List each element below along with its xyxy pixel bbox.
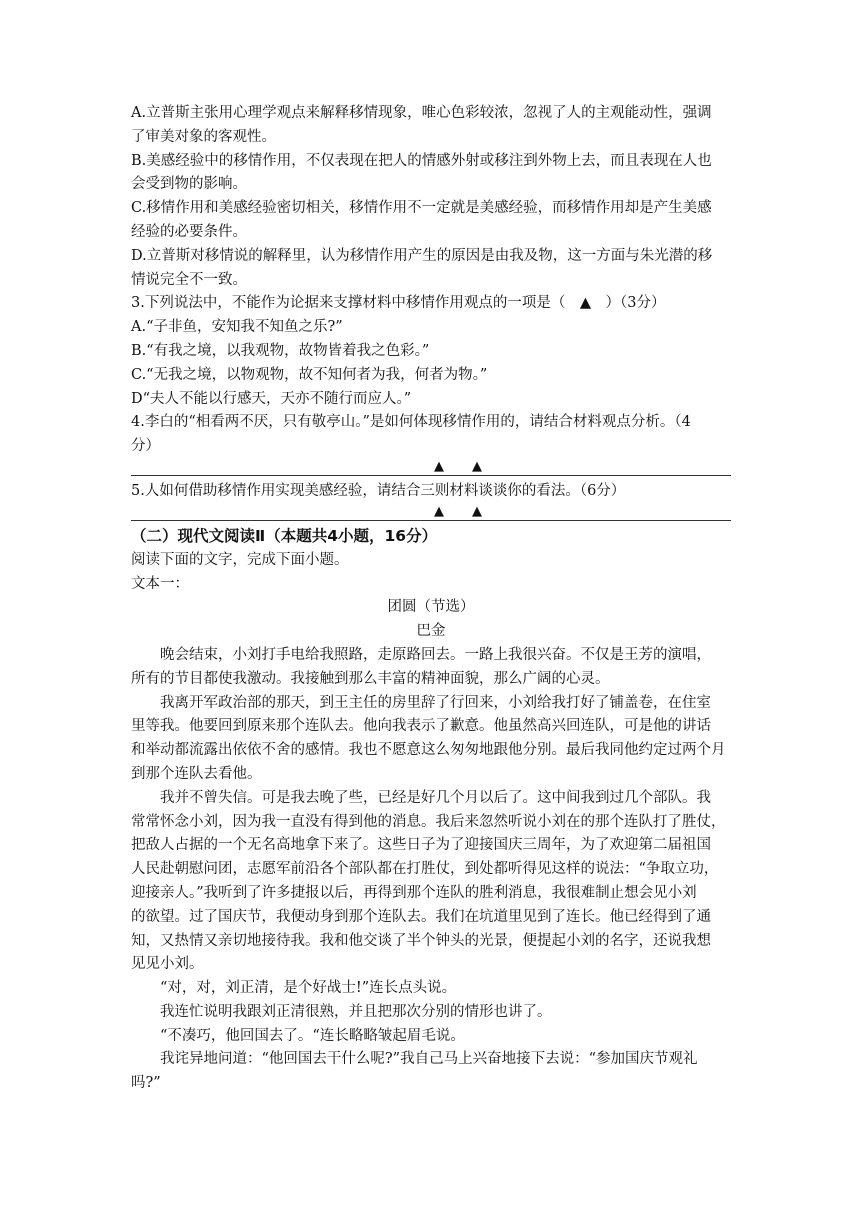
paragraph-5-line: 我连忙说明我跟刘正清很熟，并且把那次分别的情形也讲了。 <box>160 1003 552 1020</box>
option-d-line-1: D.立普斯对移情说的解释里，认为移情作用产生的原因是由我及物，这一方面与朱光潜的移 <box>131 247 713 264</box>
answer-line <box>131 520 731 521</box>
paragraph-3-line: 我并不曾失信。可是我去晚了些，已经是好几个月以后了。这中间我到过几个部队。我 <box>160 789 711 806</box>
question-3-option-d: D“夫人不能以行感天，天亦不随行而应人。” <box>131 390 412 407</box>
question-3-option-c: C.“无我之境，以物观物，故不知何者为我，何者为物。” <box>131 366 488 383</box>
question-4-stem-line-1: 4.李白的“相看两不厌，只有敬亭山。”是如何体现移情作用的，请结合材料观点分析。（4 <box>131 414 691 431</box>
paragraph-3-line: 迎接亲人。”我听到了许多捷报以后，再得到那个连队的胜利消息，我很难制止想会见小刘 <box>131 884 697 901</box>
paragraph-3-line: 见见小刘。 <box>131 956 204 973</box>
question-4-answer-area <box>131 459 731 475</box>
paragraph-1-line: 晚会结束，小刘打手电给我照路，走原路回去。一路上我很兴奋。不仅是王芳的演唱， <box>160 646 711 663</box>
question-2-options <box>131 102 731 292</box>
option-c-line-1: C.移情作用和美感经验密切相关，移情作用不一定就是美感经验，而移情作用却是产生美感 <box>131 200 712 217</box>
content-column <box>131 102 731 1096</box>
option-c-line-2: 经验的必要条件。 <box>131 223 247 240</box>
question-3 <box>131 292 731 411</box>
answer-marks: ▲▲ <box>434 503 510 519</box>
option-a-line-1: A.立普斯主张用心理学观点来解释移情现象，唯心色彩较浓，忽视了人的主观能动性，强调 <box>131 105 712 121</box>
paragraph-3-line: 常常怀念小刘，因为我一直没有得到他的消息。我后来忽然听说小刘在的那个连队打了胜仗， <box>131 813 726 830</box>
reading-instruction: 阅读下面的文字，完成下面小题。 <box>131 551 349 568</box>
section-heading: （二）现代文阅读Ⅱ（本题共4小题，16分） <box>131 526 438 545</box>
paragraph-2-line: 到那个连队去看他。 <box>131 765 262 782</box>
question-3-option-a: A.“子非鱼，安知我不知鱼之乐?” <box>131 319 343 336</box>
paragraph-3-line: 把敌人占据的一个无名高地拿下来了。这些日子为了迎接国庆三周年，为了欢迎第二届祖国 <box>131 837 711 854</box>
paragraph-2-line: 里等我。他要回到原来那个连队去。他向我表示了歉意。他虽然高兴回连队，可是他的讲话 <box>131 718 711 735</box>
passage-title: 团圆（节选） <box>387 599 475 616</box>
paragraph-6-line: “不凑巧，他回国去了。“连长略略皱起眉毛说。 <box>160 1027 465 1044</box>
question-3-stem: 3.下列说法中，不能作为论据来支撑材料中移情作用观点的一项是（ ▲ ）（3分） <box>131 295 666 312</box>
question-5 <box>131 480 731 521</box>
question-4-stem-line-2: 分） <box>131 438 160 455</box>
paragraph-7-line: 吗?” <box>131 1075 161 1092</box>
option-a-line-2: 了审美对象的客观性。 <box>131 128 276 145</box>
question-5-answer-area <box>131 504 731 520</box>
option-d-line-2: 情说完全不一致。 <box>131 271 247 288</box>
text-label: 文本一： <box>131 575 189 592</box>
option-b-line-1: B.美感经验中的移情作用，不仅表现在把人的情感外射或移注到外物上去，而且表现在人也 <box>131 152 712 169</box>
paragraph-2-line: 和举动都流露出依依不舍的感情。我也不愿意这么匆匆地跟他分别。最后我同他约定过两个月 <box>131 742 726 759</box>
paragraph-3-line: 人民赴朝慰问团，志愿军前沿各个部队都在打胜仗，到处都听得见这样的说法：“争取立功， <box>131 861 719 878</box>
paragraph-3-line: 知，又热情又亲切地接待我。我和他交谈了半个钟头的光景，便提起小刘的名字，还说我想 <box>131 932 711 949</box>
paragraph-4-line: “对，对，刘正清，是个好战士!”连长点头说。 <box>160 980 457 997</box>
question-3-option-b: B.“有我之境，以我观物，故物皆着我之色彩。” <box>131 342 430 359</box>
option-b-line-2: 会受到物的影响。 <box>131 176 247 193</box>
question-4 <box>131 411 731 476</box>
answer-marks: ▲▲ <box>434 458 510 474</box>
paragraph-1-line: 所有的节目都使我激动。我接触到那么丰富的精神面貌，那么广阔的心灵。 <box>131 670 610 687</box>
passage-author: 巴金 <box>416 623 446 640</box>
passage-body <box>131 644 731 1096</box>
paragraph-3-line: 的欲望。过了国庆节，我便动身到那个连队去。我们在坑道里见到了连长。他已经得到了通 <box>131 908 711 925</box>
paragraph-2-line: 我离开军政治部的那天，到王主任的房里辞了行回来，小刘给我打好了铺盖卷，在住室 <box>160 694 711 711</box>
paragraph-7-line: 我诧异地问道：“他回国去干什么呢?”我自己马上兴奋地接下去说：“参加国庆节观礼 <box>160 1051 698 1068</box>
question-5-stem: 5.人如何借助移情作用实现美感经验，请结合三则材料谈谈你的看法。（6分） <box>131 482 626 499</box>
